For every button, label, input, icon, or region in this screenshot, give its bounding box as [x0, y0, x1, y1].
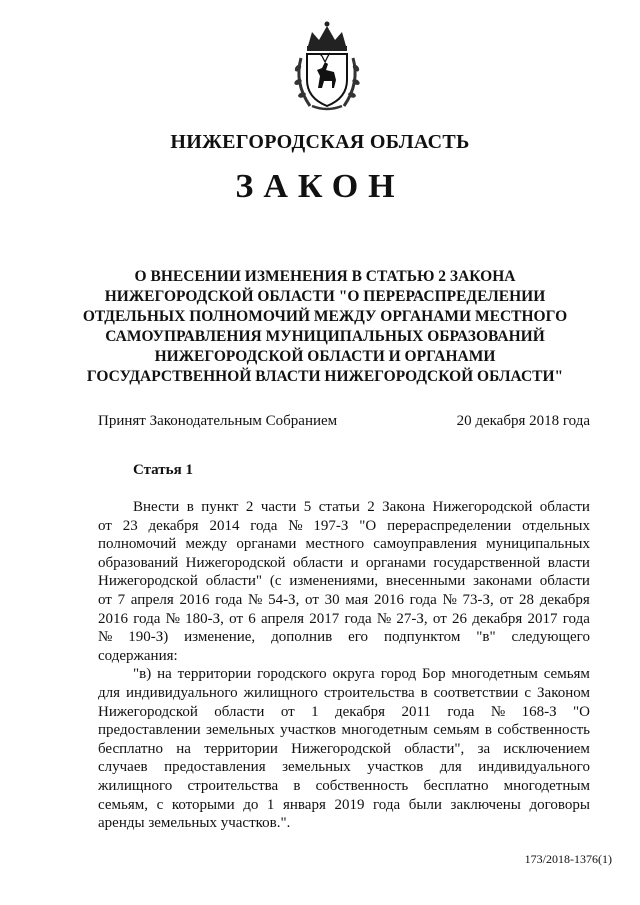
title-line: ОТДЕЛЬНЫХ ПОЛНОМОЧИЙ МЕЖДУ ОРГАНАМИ МЕСТНОГО — [82, 308, 568, 325]
word: индивидуального — [126, 684, 238, 701]
word: самоуправления — [373, 536, 477, 553]
word: семьям — [543, 666, 590, 683]
paragraph-line — [98, 628, 590, 647]
word: Нижегородской — [98, 703, 198, 720]
word: года — [133, 610, 161, 627]
word: пункт — [201, 499, 239, 515]
word: от — [432, 610, 447, 627]
word: Законом — [537, 684, 590, 701]
word: 2019 — [334, 796, 365, 813]
word: собственность — [315, 777, 409, 794]
title-line: ГОСУДАРСТВЕННОЙ ВЛАСТИ НИЖЕГОРОДСКОЙ ОБЛАСТИ" — [86, 368, 564, 385]
title-line: О ВНЕСЕНИИ ИЗМЕНЕНИЯ В СТАТЬЮ 2 ЗАКОНА — [134, 268, 516, 285]
word: предоставления — [164, 759, 266, 776]
paragraph-line — [98, 777, 590, 796]
word: части — [260, 499, 297, 515]
word: 54-З, — [268, 591, 300, 608]
word: 23 — [122, 517, 138, 534]
word: участков.". — [220, 815, 291, 832]
word: 2014 — [209, 517, 240, 534]
word: Нижегородской — [291, 740, 392, 757]
word: участков — [367, 759, 424, 776]
word: 180-З, — [185, 610, 224, 627]
word: территории — [204, 740, 278, 757]
word: Нижегородской — [98, 573, 198, 590]
word: земельных — [206, 722, 275, 739]
word: его — [348, 629, 369, 646]
word: в — [420, 684, 428, 701]
word: за — [477, 740, 491, 757]
word: 5 — [303, 499, 312, 515]
word: 7 — [117, 591, 126, 608]
word: территории — [177, 666, 252, 683]
title-line: САМОУПРАВЛЕНИЯ МУНИЦИПАЛЬНЫХ ОБРАЗОВАНИЙ — [105, 328, 545, 345]
word: области", — [404, 740, 465, 757]
word: органами — [365, 554, 426, 571]
word: государственной — [433, 554, 541, 571]
paragraph-line — [98, 758, 590, 777]
word: области — [292, 554, 344, 571]
word: случаев — [98, 759, 148, 776]
word: семьям — [433, 722, 480, 739]
word: для — [98, 684, 121, 701]
word: многодетным — [341, 722, 428, 739]
article-heading: Статья 1 — [133, 462, 193, 478]
word: собственность — [497, 722, 590, 739]
word: следующего — [511, 629, 590, 646]
word: области" — [205, 573, 262, 590]
word: и — [350, 554, 359, 571]
region-name: НИЖЕГОРОДСКАЯ ОБЛАСТЬ — [170, 131, 470, 153]
word: (с — [269, 573, 282, 590]
word: изменениями, — [289, 573, 379, 590]
paragraph-line — [98, 721, 590, 740]
word: 2016 — [373, 591, 404, 608]
word: многодетным — [451, 666, 538, 683]
word: 26 — [452, 610, 467, 627]
word: семьям, — [98, 796, 148, 813]
word: области — [539, 573, 590, 590]
word: 1 — [311, 703, 319, 720]
word: года — [344, 610, 372, 627]
paragraph-line — [98, 535, 590, 554]
word: 168-З — [521, 703, 557, 720]
word: изменение, — [184, 629, 256, 646]
word: 2017 — [309, 610, 340, 627]
word: Бор — [422, 666, 446, 683]
word: с — [524, 684, 532, 701]
word: 6 — [248, 610, 256, 627]
adopted-by: Принят Законодательным Собранием — [98, 413, 338, 429]
word: законами — [473, 573, 532, 590]
word: от — [499, 591, 514, 608]
article-body — [98, 498, 590, 833]
word: "О — [359, 517, 377, 534]
word: года — [250, 517, 278, 534]
word: области — [539, 499, 590, 515]
word: жилищного — [243, 684, 318, 701]
word: области — [214, 703, 265, 720]
word: до — [243, 796, 259, 813]
word: на — [157, 666, 172, 683]
word: внесенными — [385, 573, 466, 590]
word: соответствии — [433, 684, 519, 701]
word: "в" — [476, 629, 496, 646]
word: от — [98, 517, 112, 534]
paragraph-line — [98, 572, 590, 591]
word: органами — [236, 536, 297, 553]
word: года — [215, 591, 243, 608]
word: "О — [573, 703, 590, 720]
word: бесплатно — [423, 777, 489, 794]
word: дополнив — [271, 629, 333, 646]
word: 2016 — [179, 591, 210, 608]
word: с — [156, 796, 164, 813]
word: образований — [98, 554, 179, 571]
paragraph-line — [98, 665, 590, 684]
paragraph-line — [98, 740, 590, 759]
word: № — [442, 591, 457, 608]
word: власти — [547, 554, 590, 571]
word: заключены — [450, 796, 521, 813]
word: участков — [280, 722, 337, 739]
word: января — [282, 796, 326, 813]
word: 2 — [245, 499, 254, 515]
word: года — [373, 796, 401, 813]
word: Нижегородской — [432, 499, 533, 515]
word: на — [176, 740, 191, 757]
word: апреля — [130, 591, 174, 608]
word: аренды — [98, 815, 149, 832]
word: строительства — [187, 777, 279, 794]
adoption-line — [98, 413, 590, 430]
word: земельных — [148, 815, 221, 832]
word: содержания: — [98, 647, 178, 664]
word: исключением — [503, 740, 590, 757]
word: городского — [257, 666, 327, 683]
word: от — [229, 610, 244, 627]
word: 27-З, — [396, 610, 428, 627]
word: № — [288, 517, 303, 534]
word: полномочий — [98, 536, 177, 553]
word: местного — [305, 536, 365, 553]
paragraph-line — [98, 814, 590, 833]
word: 28 — [519, 591, 535, 608]
word: 2 — [367, 499, 375, 515]
word: 2017 — [527, 610, 558, 627]
paragraph-line — [98, 591, 590, 610]
word: от — [98, 591, 112, 608]
word: № — [248, 591, 263, 608]
word: перераспределении — [387, 517, 512, 534]
word: декабря — [472, 610, 523, 627]
word: для — [439, 759, 462, 776]
word: года — [447, 703, 475, 720]
coat-of-arms-icon — [292, 18, 362, 113]
word: декабря — [148, 517, 199, 534]
document-type: ЗАКОН — [235, 168, 405, 205]
word: 197-З — [313, 517, 349, 534]
word: округа — [332, 666, 375, 683]
paragraph-line — [98, 517, 590, 536]
word: статьи — [318, 499, 360, 515]
word: в — [293, 777, 301, 794]
word: 1 — [266, 796, 275, 813]
title-line: НИЖЕГОРОДСКОЙ ОБЛАСТИ И ОРГАНАМИ — [154, 348, 496, 365]
word: от — [305, 591, 319, 608]
paragraph-line — [98, 554, 590, 573]
word: 2016 — [98, 610, 128, 627]
word: которыми — [171, 796, 235, 813]
word: апреля — [260, 610, 305, 627]
word: Закона — [382, 499, 426, 515]
paragraph-line — [98, 610, 590, 629]
word: Внести — [133, 499, 180, 515]
word: отдельных — [522, 517, 590, 534]
word: 30 — [324, 591, 340, 608]
word: в — [186, 499, 194, 515]
word: № — [376, 610, 392, 627]
word: земельных — [282, 759, 351, 776]
word: подпунктом — [383, 629, 461, 646]
word: многодетным — [503, 777, 590, 794]
word: в — [484, 722, 492, 739]
paragraph-line — [98, 796, 590, 815]
document-number: 173/2018-1376(1) — [524, 852, 612, 866]
word: № — [98, 629, 113, 646]
word: мая — [345, 591, 369, 608]
word: "в) — [133, 666, 152, 683]
word: предоставлении — [98, 722, 201, 739]
paragraph-line — [98, 498, 590, 517]
word: город — [380, 666, 417, 683]
word: бесплатно — [98, 740, 163, 757]
word: 190-З) — [128, 629, 169, 646]
word: были — [408, 796, 442, 813]
word: № — [165, 610, 180, 627]
word: 2011 — [401, 703, 431, 720]
word: жилищного — [98, 777, 173, 794]
word: Нижегородской — [185, 554, 286, 571]
paragraph-line — [98, 647, 590, 666]
word: 73-З, — [462, 591, 494, 608]
word: от — [280, 703, 295, 720]
word: года — [562, 610, 590, 627]
title-line: НИЖЕГОРОДСКОЙ ОБЛАСТИ "О ПЕРЕРАСПРЕДЕЛЕНИИ — [104, 288, 546, 305]
word: строительства — [323, 684, 415, 701]
word: декабря — [539, 591, 590, 608]
word: договоры — [529, 796, 590, 813]
paragraph-line — [98, 703, 590, 722]
word: между — [185, 536, 228, 553]
law-title — [60, 267, 590, 387]
word: декабря — [335, 703, 386, 720]
word: года — [409, 591, 437, 608]
word: № — [490, 703, 506, 720]
word: индивидуального — [478, 759, 590, 776]
word: муниципальных — [486, 536, 590, 553]
adoption-date: 20 декабря 2018 года — [456, 413, 590, 429]
paragraph-line — [98, 684, 590, 703]
